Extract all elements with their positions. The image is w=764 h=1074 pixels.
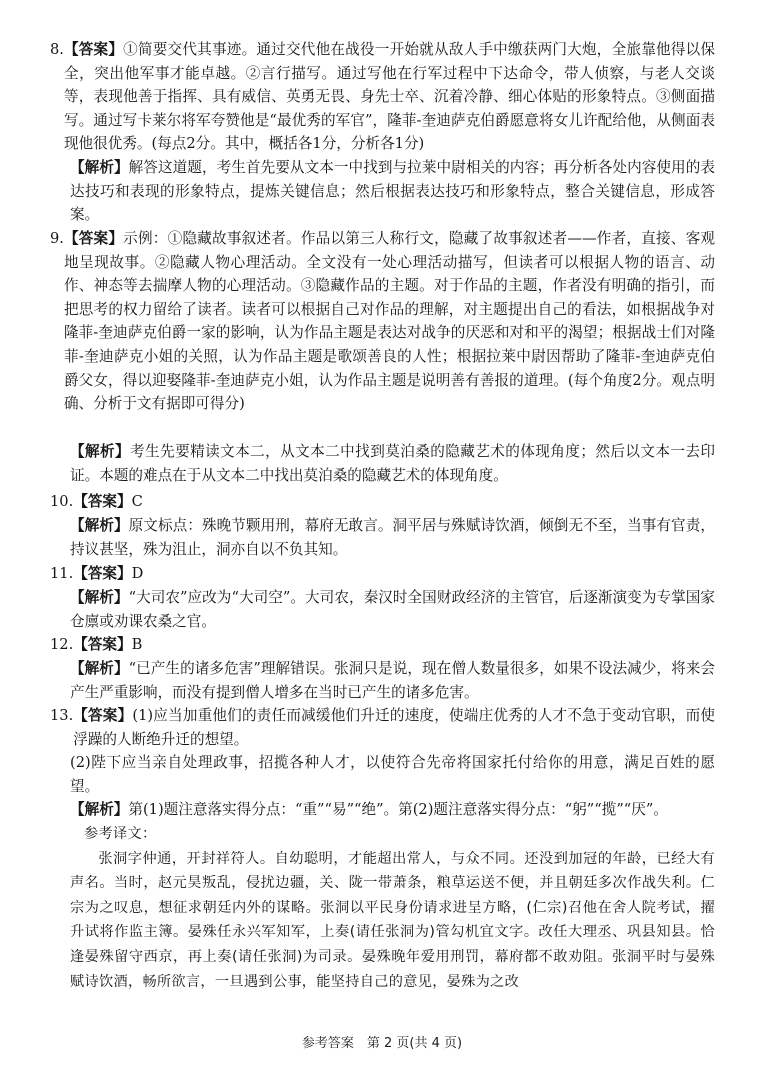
analysis-text: 原文标点：殊晚节颗用刑，幕府无敢言。洞平居与殊赋诗饮酒，倾倒无不至，当事有官责，持议甚坚，殊为沮止，洞亦自以不负其知。: [70, 517, 715, 558]
translation-text: 张洞字仲通，开封祥符人。自幼聪明，才能超出常人，与众不同。还没到加冠的年龄，已经大有声名。当时，赵元昊叛乱，侵扰边疆，关、陇一带萧条，粮草运送不便，并且朝廷多次作战失利。仁宗为之叹息，想征求朝廷内外的谋略。张洞以平民身份请求进呈方略，(仁宗)召他在舍人院考试，擢升试将作监主簿。晏殊任永兴军知军，上奏(请任张洞为)管勾机宜文字。改任大理丞、巩县知县。恰逢晏殊留守西京，再上奏(请任张洞)为司录。晏殊晚年爱用刑罚，幕府都不敢劝阻。张洞平时与晏殊赋诗饮酒，畅所欲言，一旦遇到公事，能坚持自己的意见，晏殊为之改: [70, 850, 715, 990]
page-footer: 参考答案 第 2 页(共 4 页): [301, 1036, 463, 1051]
answer-text: C: [131, 493, 143, 510]
answer-label: 【答案】: [73, 707, 133, 724]
question-12-analysis: [70, 657, 715, 704]
answer-text: 示例：①隐藏故事叙述者。作品以第三人称行文，隐藏了故事叙述者——作者，直接、客观地呈现故事。②隐藏人物心理活动。全文没有一处心理活动描写，但读者可以根据人物的语言、动作、神态等去揣摩人物的心理活动。③隐藏作品的主题。对于作品的主题，作者没有明确的指引，而把思考的权力留给了读者。读者可以根据自己对作品的理解，对主题提出自己的看法，如根据战争对隆菲-奎迪萨克伯爵一家的影响，认为作品主题是表达对战争的厌恶和对和平的渴望；根据战士们对隆菲-奎迪萨克小姐的关照，认为作品主题是歌颂善良的人性；根据拉莱中尉因帮助了隆菲-奎迪萨克伯爵父女，得以迎娶隆菲-奎迪萨克小姐，认为作品主题是说明善有善报的道理。(每个角度2分。观点明确、分析于文有据即可得分): [63, 230, 715, 413]
analysis-text: 第(1)题注意落实得分点：“重”“易”“绝”。第(2)题注意落实得分点：“躬”“揽”“厌”。: [128, 801, 668, 818]
answer-label: 【答案】: [63, 230, 124, 247]
analysis-text: 解答这道题，考生首先要从文本一中找到与拉莱中尉相关的内容；再分析各处内容使用的表达技巧和表现的形象特点，提炼关键信息；然后根据表达技巧和形象特点，整合关键信息，形成答案。: [70, 159, 715, 224]
answer-label: 【答案】: [73, 636, 132, 653]
question-13-analysis: [70, 798, 715, 822]
question-12-answer: [50, 633, 715, 657]
translation-heading: 参考译文：: [84, 826, 157, 842]
question-number: 11.: [50, 565, 74, 582]
question-number: 8.: [50, 41, 64, 58]
question-10-answer: [50, 490, 715, 514]
reference-translation: [70, 822, 715, 994]
question-number: 9.: [50, 230, 64, 247]
answer-label: 【答案】: [73, 493, 132, 510]
answer-text: ①简要交代其事迹。通过交代他在战役一开始就从敌人手中缴获两门大炮，全旅靠他得以保全，突出他军事才能卓越。②言行描写。通过写他在行军过程中下达命令，带人侦察，与老人交谈等，表现他善于指挥、具有威信、英勇无畏、身先士卒、沉着冷静、细心体贴的形象特点。③侧面描写。通过写卡莱尔将军夸赞他是“最优秀的军官”，隆菲-奎迪萨克伯爵愿意将女儿许配给他，从侧面表现他很优秀。(每点2分。其中，概括各1分，分析各1分): [63, 41, 715, 153]
answer-text: D: [131, 565, 144, 582]
analysis-label: 【解析】: [70, 443, 131, 460]
answer-text: B: [131, 636, 143, 653]
analysis-label: 【解析】: [70, 589, 129, 606]
analysis-label: 【解析】: [70, 801, 129, 818]
analysis-label: 【解析】: [70, 660, 129, 677]
analysis-text: “已产生的诸多危害”理解错误。张洞只是说，现在僧人数量很多，如果不设法减少，将来会产生严重影响，而没有提到僧人增多在当时已产生的诸多危害。: [70, 660, 715, 701]
question-8-answer: [50, 38, 715, 156]
question-11-answer: [50, 562, 715, 586]
answer-text: (1)应当加重他们的责任而减缓他们升迁的速度，使端庄优秀的人才不急于变动官职，而使浮躁的人断绝升迁的想望。: [73, 707, 715, 748]
analysis-text: 考生先要精读文本二，从文本二中找到莫泊桑的隐藏艺术的体现角度；然后以文本一去印证。本题的难点在于从文本二中找出莫泊桑的隐藏艺术的体现角度。: [70, 443, 715, 484]
question-number: 12.: [50, 636, 74, 653]
analysis-label: 【解析】: [70, 517, 129, 534]
question-8-analysis: [70, 156, 715, 227]
question-10-analysis: [70, 514, 715, 561]
question-13-answer-part-2: [70, 751, 715, 798]
question-number: 13.: [50, 707, 74, 724]
question-9-answer: [50, 227, 715, 416]
answer-label: 【答案】: [73, 565, 132, 582]
question-9-analysis: [70, 440, 715, 487]
analysis-text: “大司农”应改为“大司空”。大司农，秦汉时全国财政经济的主管官，后逐渐演变为专掌国家仓廪或劝课农桑之官。: [70, 589, 715, 630]
analysis-label: 【解析】: [70, 159, 129, 176]
question-13-answer: [50, 704, 715, 751]
question-number: 10.: [50, 493, 74, 510]
question-11-analysis: [70, 586, 715, 633]
answer-label: 【答案】: [63, 41, 124, 58]
answer-text: (2)陛下应当亲自处理政事，招揽各种人才，以使符合先帝将国家托付给你的用意，满足百姓的愿望。: [70, 754, 715, 795]
